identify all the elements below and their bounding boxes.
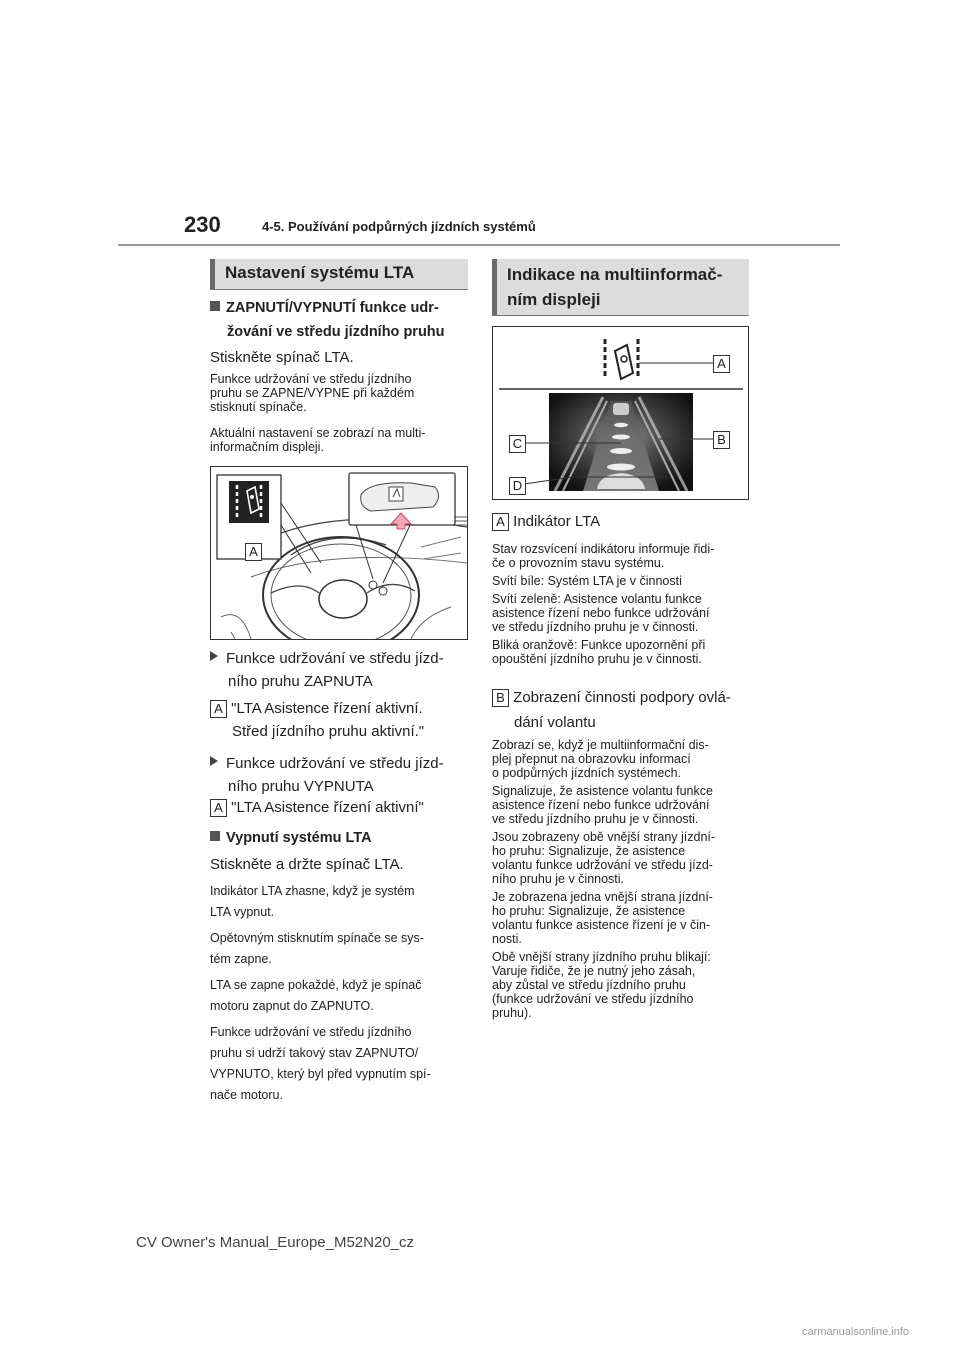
message-off: A "LTA Asistence řízení aktivní" [210,796,472,819]
section-title: 4-5. Používání podpůrných jízdních systémů [262,219,536,234]
figure-label-a: A [713,355,730,373]
square-bullet-icon [210,301,220,311]
instruction-press: Stiskněte spínač LTA. [210,349,354,366]
list-item-off: Funkce udržování ve středu jízd- ního pruhu VYPNUTA [210,752,472,798]
watermark: carmanualsonline.info [802,1326,910,1338]
figure-label-b: B [713,431,730,449]
item-b-description: Zobrazí se, když je multiinformační dis- plej přepnut na obrazovku informací o podpůrných jízdních systémech. Signalizuje, že asistence volantu funkce asistence řízení nebo funkce udržování ve středu jízdního pruhu je v činnosti. Jsou zobrazeny obě vnější strany jízdní- ho pruhu: Signalizuje, že asistence volantu funkce udržování ve středu jízd- ního pruhu je v činnosti. Je zobrazena jedna vnější strana jízdní- ho pruhu: Signalizuje, že asistence volantu funkce asistence řízení je v čin- nosti. Obě vnější strany jízdního pruhu blikají: Varuje řidiče, že je nutný jeho zásah, aby zůstal ve středu jízdního pruhu (funkce udržování ve středu jízdního pruhu). [492,738,716,1020]
item-b-title: B Zobrazení činnosti podpory ovlá- dání volantu [492,686,754,734]
multi-info-display-figure [492,326,749,500]
right-heading-underline [492,315,749,316]
square-bullet-icon [210,831,220,841]
badge-a: A [210,799,227,817]
badge-a: A [492,513,509,531]
triangle-bullet-icon [210,756,218,766]
badge-b: B [492,689,509,707]
note-toggle: Funkce udržování ve středu jízdního pruhu se ZAPNE/VYPNE při každém stisknutí spínače. [210,372,415,414]
disable-notes: Indikátor LTA zhasne, když je systém LTA vypnut. Opětovným stisknutím spínače se sys- tém zapne. LTA se zapne pokaždé, když je spínač motoru zapnut do ZAPNUTO. Funkce udržování ve středu jízdního pruhu si udrží takový stav ZAPNUTO/ VYPNUTO, který byl před vypnutím spí- nače motoru. [210,884,431,1102]
page-number: 230 [184,212,221,237]
item-a-title: A Indikátor LTA [492,510,754,533]
manual-footer: CV Owner's Manual_Europe_M52N20_cz [136,1234,415,1251]
subsection-disable-title: Vypnutí systému LTA [210,826,472,850]
left-heading-underline [210,289,468,290]
subsection-onoff-title: ZAPNUTÍ/VYPNUTÍ funkce udr- žování ve středu jízdního pruhu [210,296,472,344]
triangle-bullet-icon [210,651,218,661]
note-display: Aktuální nastavení se zobrazí na multi- informačním displeji. [210,426,426,454]
list-item-on: Funkce udržování ve středu jízd- ního pruhu ZAPNUTA [210,647,472,693]
steering-switch-figure [210,466,468,640]
item-a-description: Stav rozsvícení indikátoru informuje řidi- če o provozním stavu systému. Svítí bíle: Systém LTA je v činnosti Svítí zeleně: Asistence volantu funkce asistence řízení nebo funkce udržování ve středu jízdního pruhu je v činnosti. Bliká oranžově: Funkce upozornění při opouštění jízdního pruhu je v činnosti. [492,542,715,666]
figure-label-c: C [509,435,526,453]
message-on: A "LTA Asistence řízení aktivní. Střed jízdního pruhu aktivní." [210,697,472,743]
right-heading: Indikace na multiinformač- ním displeji [492,259,749,315]
instruction-hold: Stiskněte a držte spínač LTA. [210,856,404,873]
header-rule [118,244,840,246]
display-illustration [493,327,748,499]
figure-label-a: A [245,543,262,561]
left-heading: Nastavení systému LTA [210,259,468,289]
badge-a: A [210,700,227,718]
figure-label-d: D [509,477,526,495]
